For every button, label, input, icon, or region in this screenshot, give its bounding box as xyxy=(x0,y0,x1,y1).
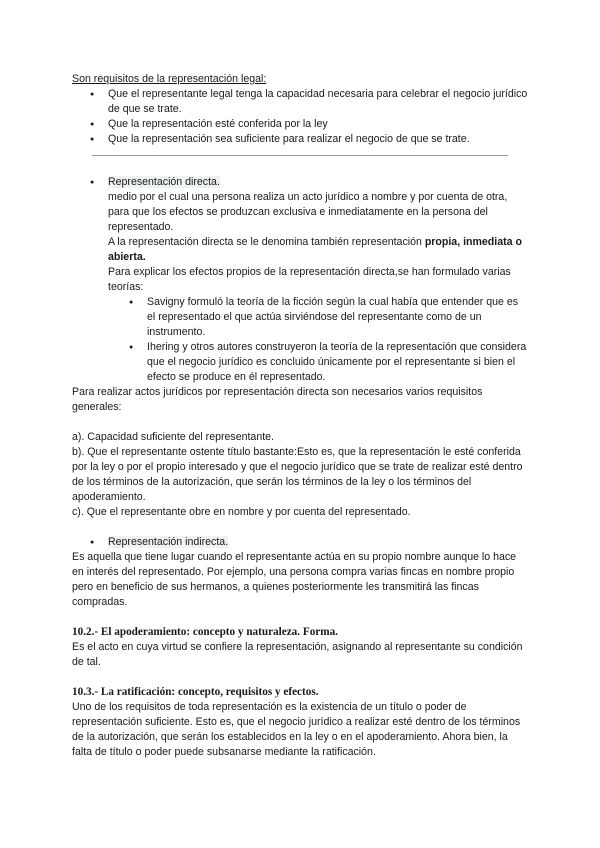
section-10-2-text: Es el acto en cuya virtud se confiere la representación, asignando al representante su condición de tal. xyxy=(72,641,523,668)
directa-also-called xyxy=(108,235,528,265)
requisito-a: a). Capacidad suficiente del representante. xyxy=(72,431,274,443)
list-item xyxy=(72,535,528,550)
intro-list xyxy=(72,87,528,147)
document-page xyxy=(72,72,528,760)
directa-heading-list xyxy=(72,175,528,190)
section-10-2-title: 10.2.- El apoderamiento: concepto y naturaleza. Forma. xyxy=(72,626,338,638)
directa-also-called-text: A la representación directa se le denomina también representación xyxy=(108,236,425,248)
list-item xyxy=(72,175,528,190)
divider xyxy=(92,155,508,156)
indirecta-text: Es aquella que tiene lugar cuando el representante actúa en su propio nombre aunque lo hace en interés del representado. Por ejemplo, una persona compra varias fincas en nombre propio pero en beneficio de sus hermanos, a quienes posteriormente les transmitirá las fincas compradas. xyxy=(72,551,517,608)
list-item: ● Savigny formuló la teoría de la ficción según la cual había que entender que es el representado el que actúa sirviéndose del representante como de un instrumento. xyxy=(72,295,528,340)
section-10-3-text: Uno de los requisitos de toda representación es la existencia de un título o poder de representación suficiente. Esto es, que el negocio jurídico a realizar esté dentro de los términos de la autorización, que serán los establecidos en la ley o en el apoderamiento. Ahora bien, la falta de título o poder puede subsanarse mediante la ratificación. xyxy=(72,701,521,758)
directa-body xyxy=(72,190,528,295)
directa-label: Representación directa. xyxy=(108,176,220,188)
intro-heading: Son requisitos de la representación legal: xyxy=(72,73,267,85)
section-10-3-title: 10.3.- La ratificación: concepto, requisitos y efectos. xyxy=(72,686,319,698)
directa-also-called-bold: propia, inmediata o abierta. xyxy=(108,236,522,263)
directa-definition: medio por el cual una persona realiza un acto jurídico a nombre y por cuenta de otra, para que los efectos se produzcan exclusiva e inmediatamente en la persona del representado. xyxy=(108,191,508,233)
indirecta-heading-list xyxy=(72,535,528,550)
list-item: ● Que la representación esté conferida por la ley xyxy=(72,117,528,132)
list-item: ● Ihering y otros autores construyeron la teoría de la representación que considera que el negocio jurídico es concluido únicamente por el representante si bien el efecto se produce en él representado. xyxy=(72,340,528,385)
requisitos-intro: Para realizar actos jurídicos por representación directa son necesarios varios requisitos generales: xyxy=(72,386,483,413)
indirecta-label: Representación indirecta. xyxy=(108,536,229,548)
list-item: ● Que la representación sea suficiente para realizar el negocio de que se trate. xyxy=(72,132,528,147)
theories-list xyxy=(72,295,528,385)
requisito-c: c). Que el representante obre en nombre y por cuenta del representado. xyxy=(72,506,411,518)
directa-theories-intro: Para explicar los efectos propios de la representación directa,se han formulado varias teorías: xyxy=(108,266,511,293)
requisito-b: b). Que el representante ostente título bastante:Esto es, que la representación le esté conferida por la ley o por el propio interesado y que el negocio jurídico que se trate de realizar esté dentro de los términos de la autorización, que serán los términos de la ley o los términos del apoderamiento. xyxy=(72,446,523,503)
list-item: ● Que el representante legal tenga la capacidad necesaria para celebrar el negocio jurídico de que se trate. xyxy=(72,87,528,117)
